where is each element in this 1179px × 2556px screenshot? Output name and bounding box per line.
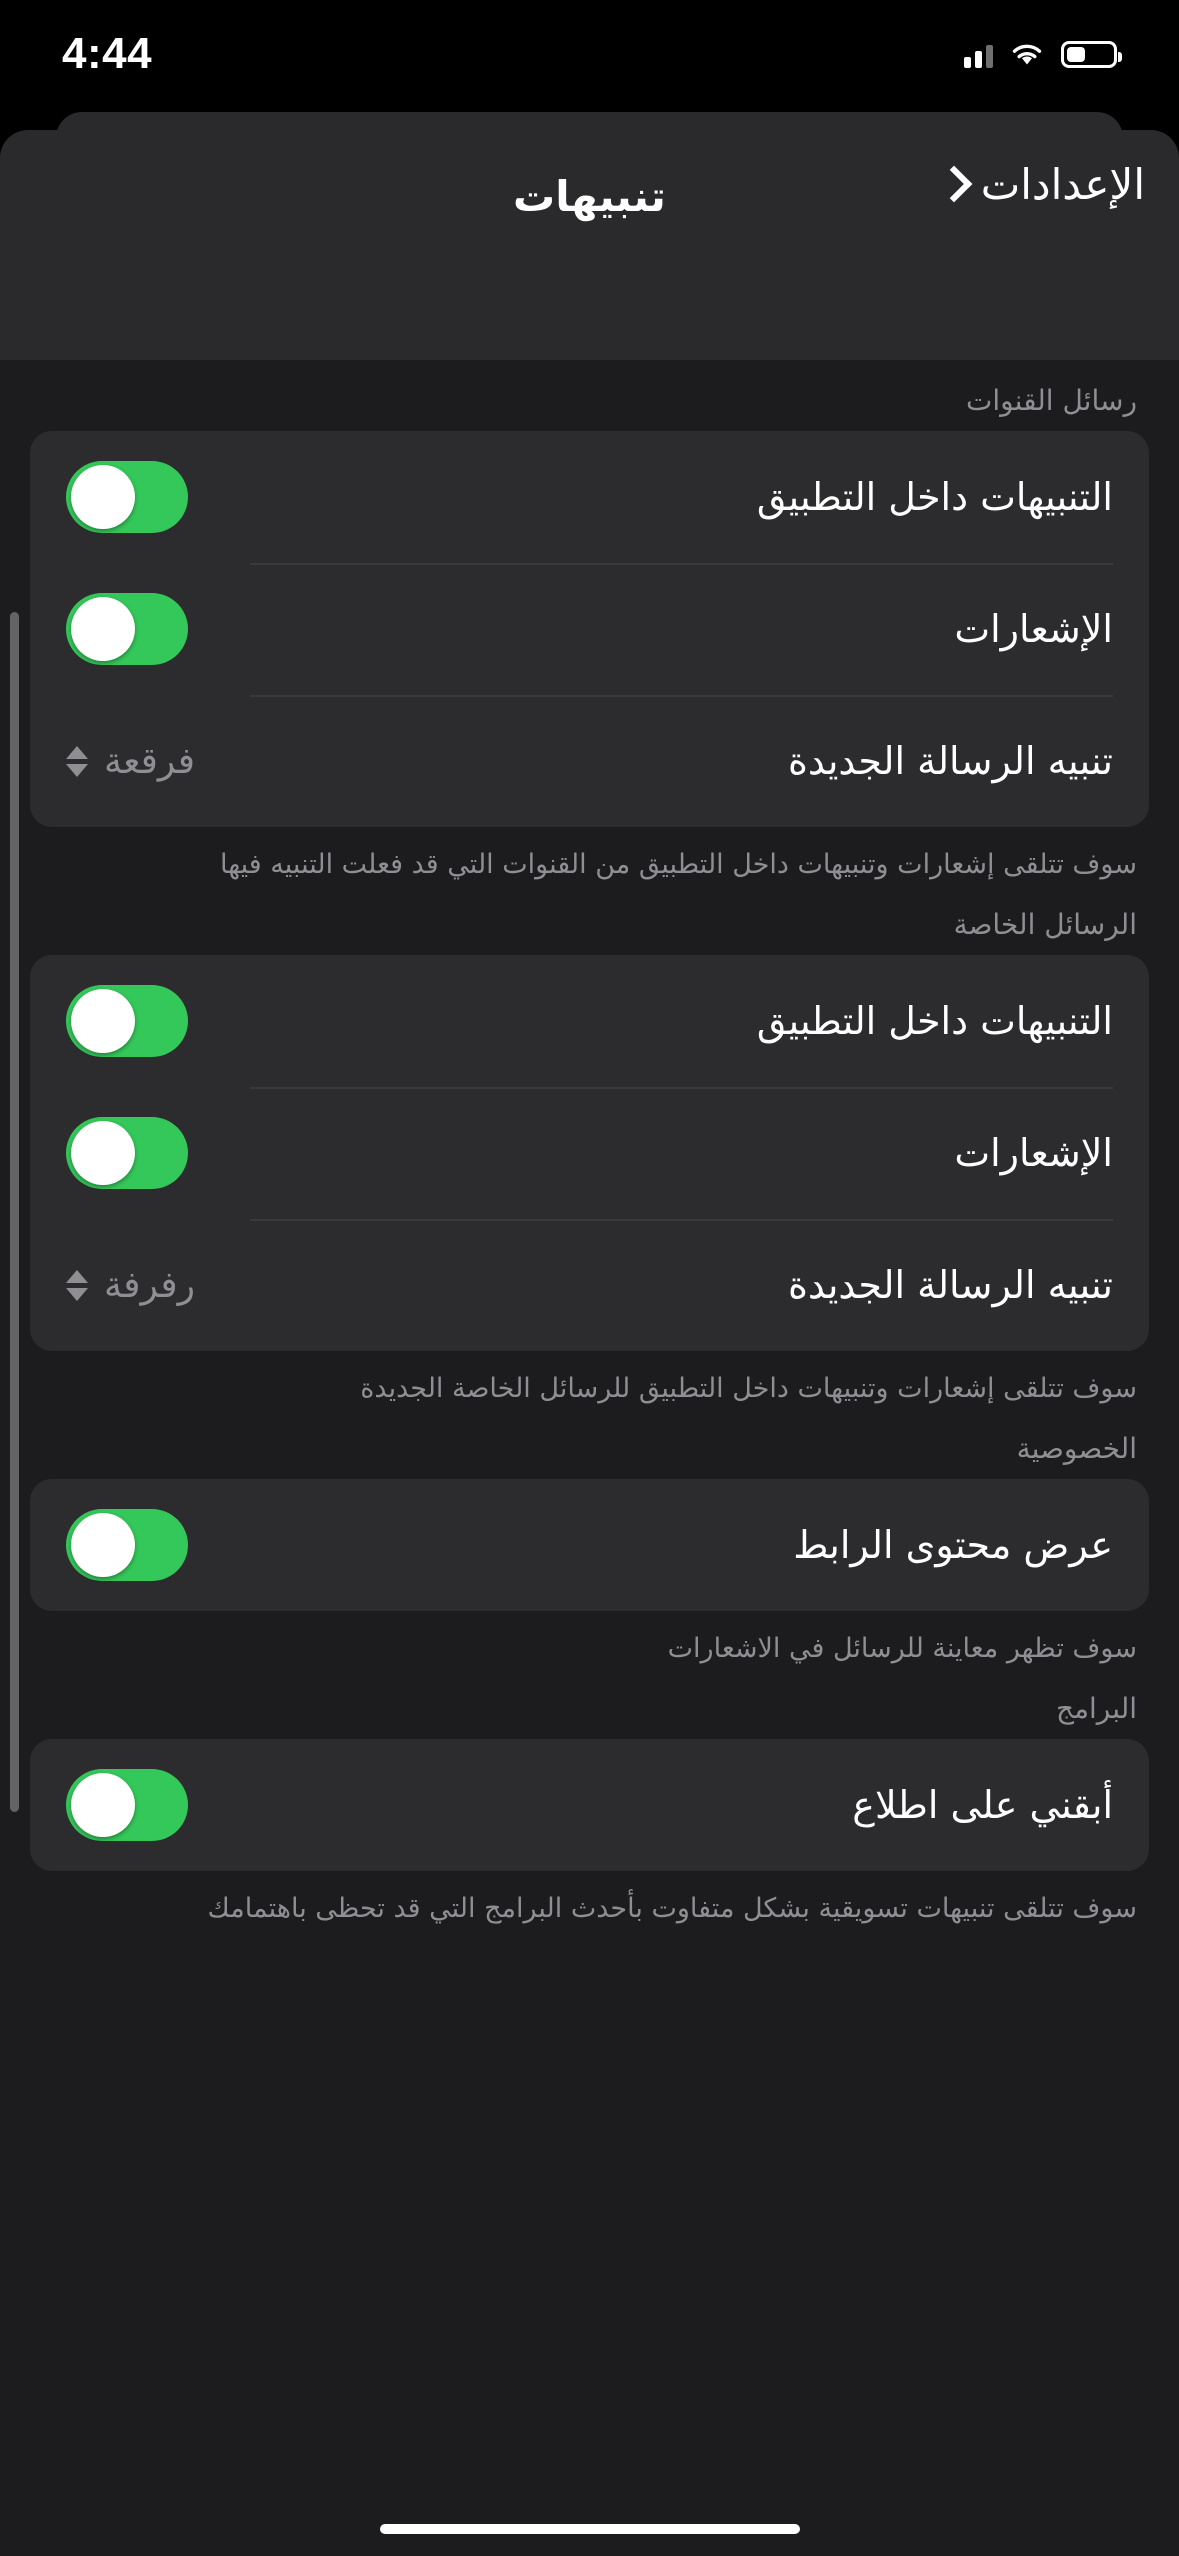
toggle-show-link-content[interactable] [66, 1509, 188, 1581]
row-channel-new-message-alert[interactable] [30, 695, 1149, 827]
settings-sheet [0, 130, 1179, 2556]
chevron-up-down-icon [66, 1270, 88, 1301]
navigation-bar [0, 130, 1179, 370]
status-bar [0, 0, 1179, 108]
chevron-up-down-icon [66, 746, 88, 777]
toggle-private-notifications[interactable] [66, 1117, 188, 1189]
settings-group-privacy [30, 1479, 1149, 1611]
value-channel-new-message-alert[interactable] [66, 741, 195, 782]
wifi-icon [1009, 40, 1045, 68]
row-private-new-message-alert[interactable] [30, 1219, 1149, 1351]
row-label: أبقني على اطلاع [852, 1783, 1113, 1828]
footnote-programs: سوف تتلقى تنبيهات تسويقية بشكل متفاوت بأحدث البرامج التي قد تحظى باهتمامك [207, 1893, 1137, 1925]
toggle-channel-in-app-alerts[interactable] [66, 461, 188, 533]
row-label: التنبيهات داخل التطبيق [756, 475, 1113, 519]
row-private-notifications[interactable] [30, 1087, 1149, 1219]
row-keep-me-updated[interactable] [30, 1739, 1149, 1871]
section-header-privacy: الخصوصية [1016, 1432, 1137, 1466]
chevron-right-icon [935, 165, 972, 202]
toggle-private-in-app-alerts[interactable] [66, 985, 188, 1057]
status-time: 4:44 [62, 29, 153, 78]
row-show-link-content[interactable] [30, 1479, 1149, 1611]
home-indicator[interactable] [380, 2524, 800, 2534]
value-text: رفرفة [104, 1264, 195, 1306]
row-label: التنبيهات داخل التطبيق [756, 999, 1113, 1044]
footnote-channel-messages: سوف تتلقى إشعارات وتنبيهات داخل التطبيق من القنوات التي قد فعلت التنبيه فيها [219, 849, 1137, 880]
row-channel-notifications[interactable] [30, 563, 1149, 695]
toggle-keep-me-updated[interactable] [66, 1769, 188, 1841]
section-header-programs: البرامج [1055, 1692, 1137, 1726]
settings-group-programs [30, 1739, 1149, 1871]
battery-icon [1061, 41, 1117, 68]
row-label: تنبيه الرسالة الجديدة [787, 739, 1113, 783]
row-private-in-app-alerts[interactable] [30, 955, 1149, 1087]
settings-group-channel-messages [30, 431, 1149, 827]
back-button[interactable] [941, 160, 1145, 209]
settings-list[interactable] [0, 360, 1179, 2556]
footnote-privacy: سوف تظهر معاينة للرسائل في الاشعارات [667, 1633, 1137, 1665]
value-text: فرقعة [104, 740, 195, 782]
row-label: تنبيه الرسالة الجديدة [787, 1263, 1113, 1308]
value-private-new-message-alert[interactable] [66, 1265, 195, 1306]
status-indicators [964, 40, 1117, 68]
page-title: تنبيهات [513, 172, 666, 221]
row-label: الإشعارات [954, 1131, 1113, 1176]
row-label: عرض محتوى الرابط [793, 1523, 1113, 1568]
row-channel-in-app-alerts[interactable] [30, 431, 1149, 563]
scrollbar[interactable] [10, 612, 19, 1812]
cellular-signal-icon [964, 40, 993, 68]
footnote-private-messages: سوف تتلقى إشعارات وتنبيهات داخل التطبيق للرسائل الخاصة الجديدة [360, 1373, 1137, 1405]
row-label: الإشعارات [954, 607, 1113, 651]
back-button-label: الإعدادات [980, 160, 1145, 209]
section-header-private-messages: الرسائل الخاصة [953, 908, 1137, 942]
settings-group-private-messages [30, 955, 1149, 1351]
toggle-channel-notifications[interactable] [66, 593, 188, 665]
section-header-channel-messages: رسائل القنوات [966, 384, 1137, 417]
